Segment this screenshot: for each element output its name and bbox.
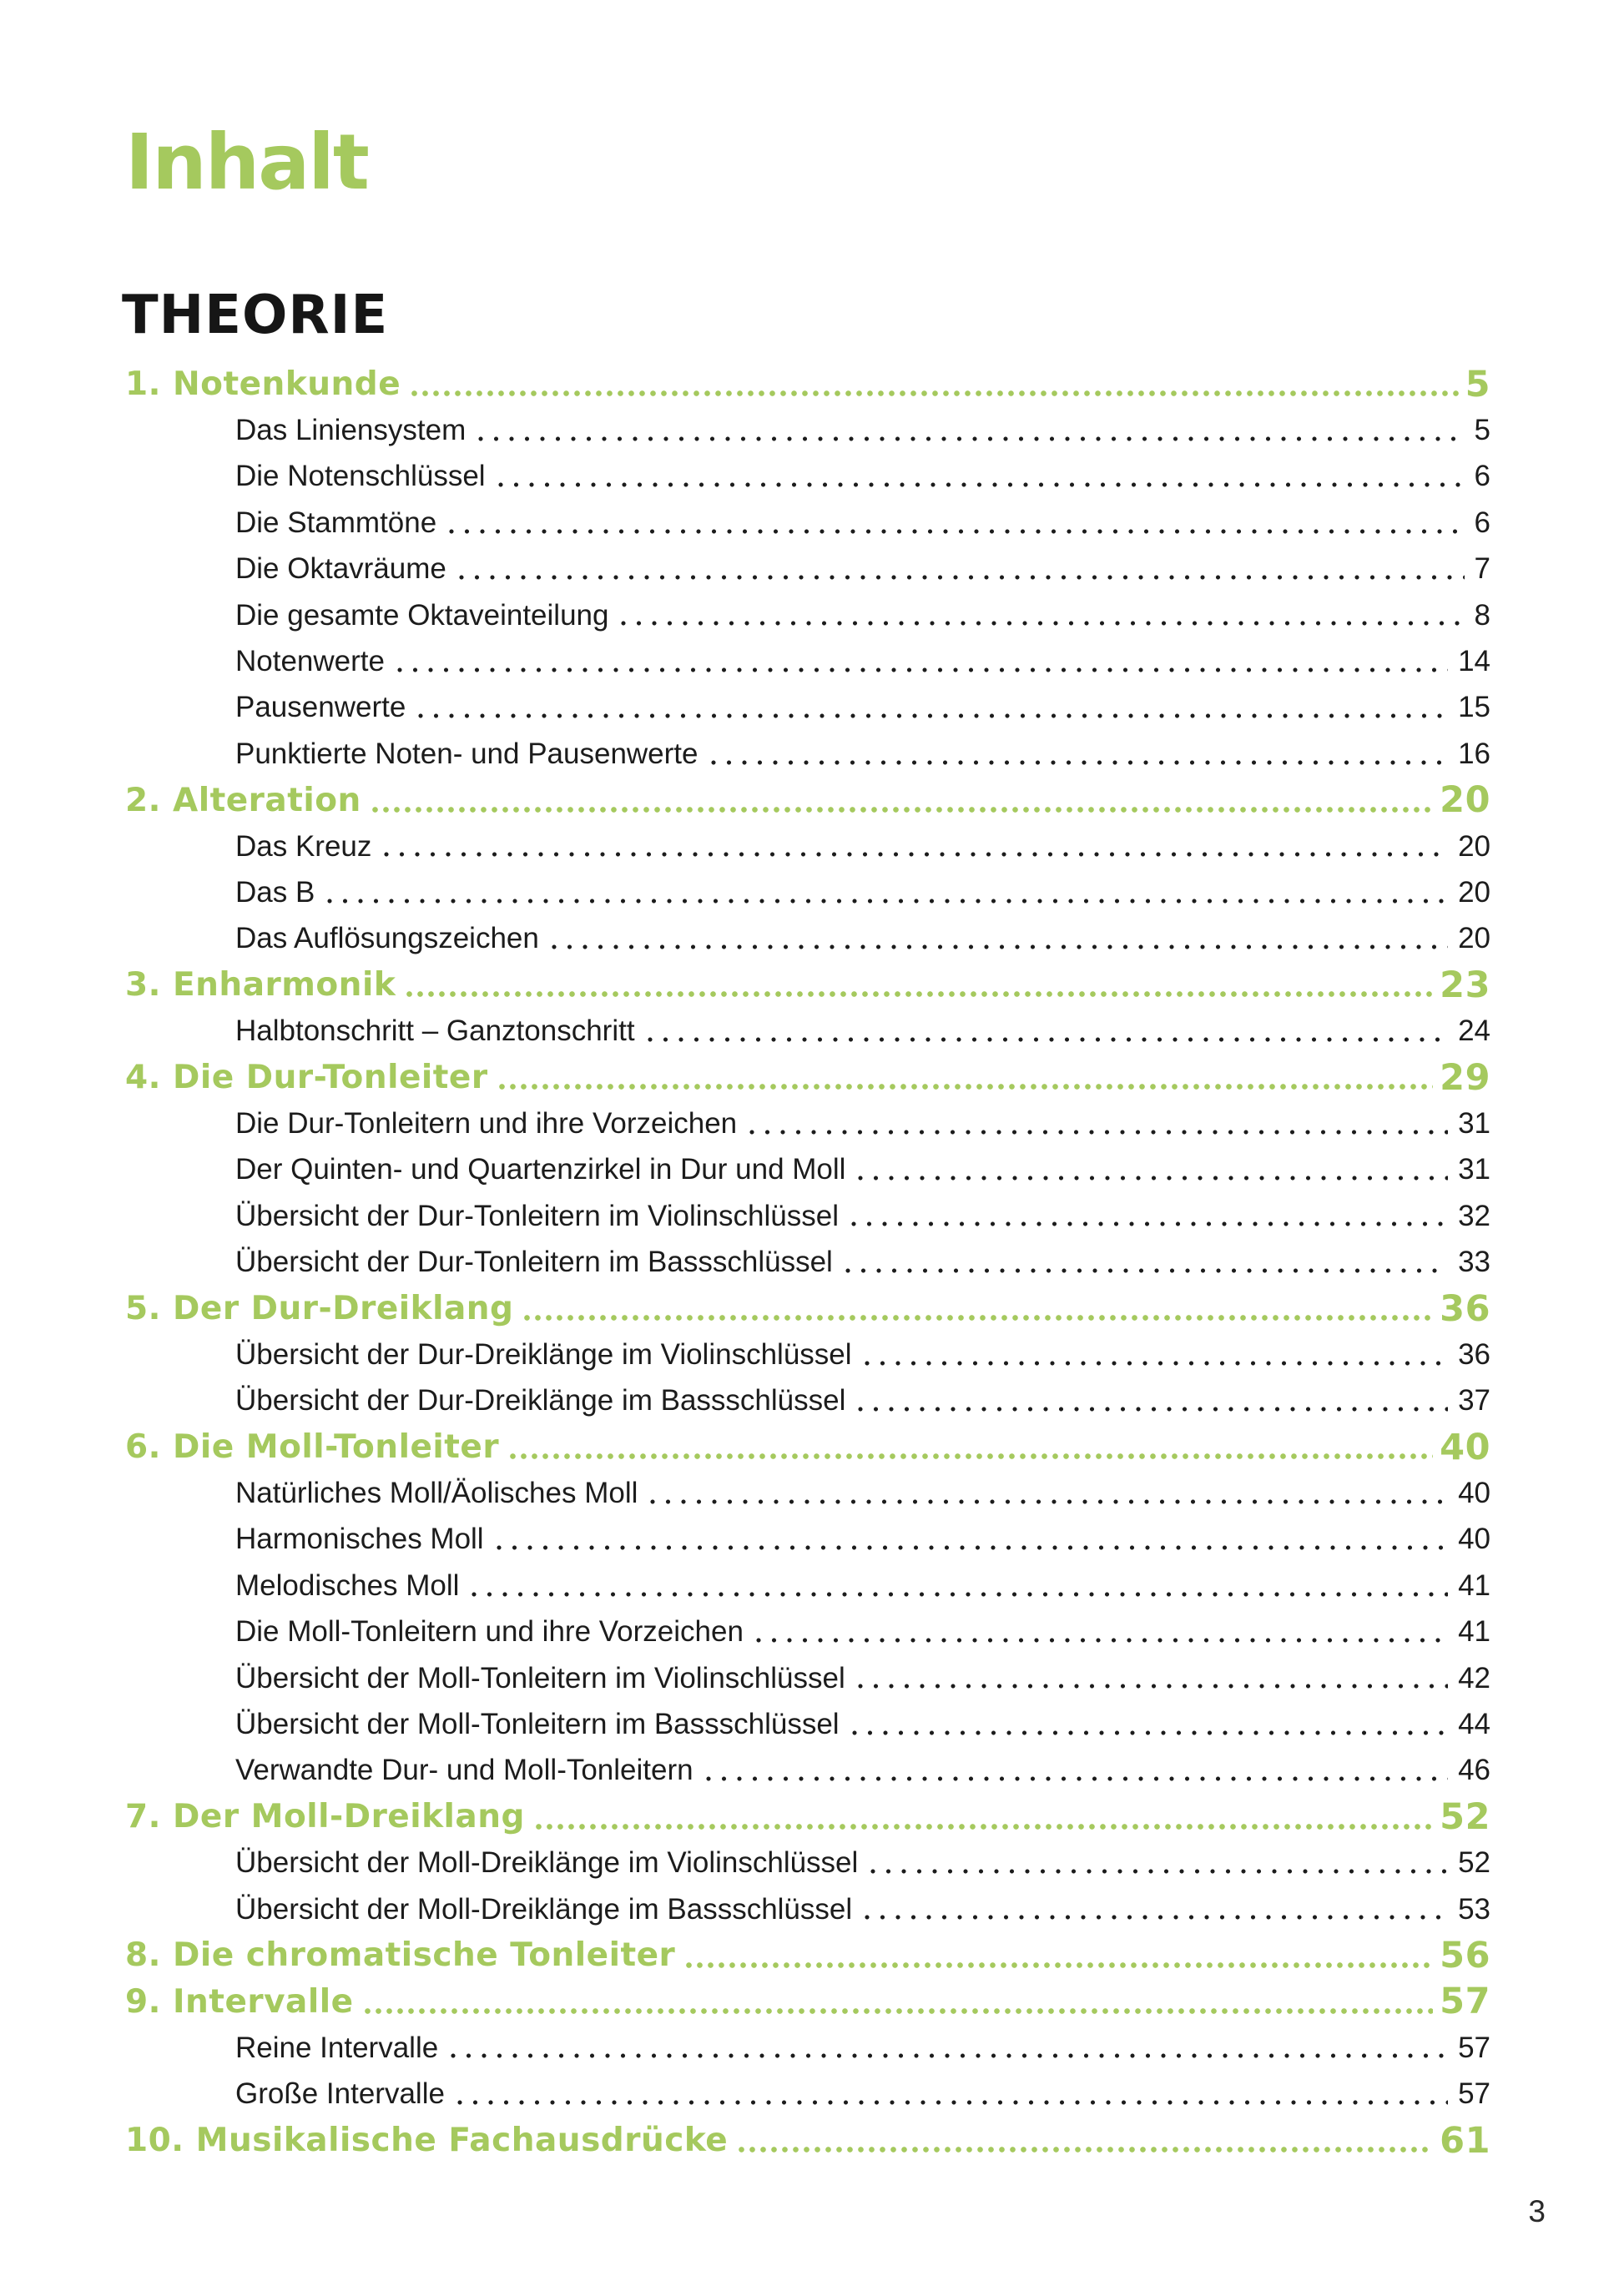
toc-entry-label: Übersicht der Moll-Dreiklänge im Violinschlüssel xyxy=(235,1846,859,1880)
toc-entry xyxy=(125,731,1490,777)
toc-entry xyxy=(125,1979,1490,2025)
toc-entry-page: 32 xyxy=(1458,1199,1490,1232)
dotted-leader xyxy=(417,712,1448,719)
toc-entry-label: Harmonisches Moll xyxy=(235,1523,484,1556)
dotted-leader xyxy=(647,1036,1449,1043)
toc-entry xyxy=(125,1563,1490,1609)
toc-entry xyxy=(125,2071,1490,2117)
toc-entry-page: 46 xyxy=(1458,1754,1490,1787)
toc-entry-label: Übersicht der Dur-Dreiklänge im Violinschlüssel xyxy=(235,1337,852,1371)
toc-entry xyxy=(125,638,1490,684)
toc-entry-label: Übersicht der Moll-Tonleitern im Bassschlüssel xyxy=(235,1708,840,1741)
dotted-leader xyxy=(496,1544,1448,1551)
dotted-leader xyxy=(620,620,1464,627)
toc-entry xyxy=(125,1517,1490,1563)
toc-entry xyxy=(125,1147,1490,1193)
toc-entry-label: 9. Intervalle xyxy=(125,1982,354,2021)
toc-entry-page: 24 xyxy=(1458,1015,1490,1048)
toc-entry-page: 61 xyxy=(1440,2119,1490,2162)
section-heading: THEORIE xyxy=(122,284,389,346)
dotted-leader xyxy=(551,944,1448,950)
toc-entry-label: Die Dur-Tonleitern und ihre Vorzeichen xyxy=(235,1106,738,1140)
footer-page-number: 3 xyxy=(1528,2194,1546,2228)
toc-entry-page: 7 xyxy=(1474,552,1490,586)
toc-entry xyxy=(125,1100,1490,1146)
toc-entry xyxy=(125,407,1490,453)
toc-entry xyxy=(125,1701,1490,1747)
toc-entry xyxy=(125,685,1490,731)
toc-entry-page: 31 xyxy=(1458,1153,1490,1186)
toc-entry-label: Das Kreuz xyxy=(235,829,372,863)
toc-entry-label: Die Stammtöne xyxy=(235,506,437,539)
toc-entry xyxy=(125,1886,1490,1932)
toc-entry xyxy=(125,2117,1490,2163)
toc-entry-page: 40 xyxy=(1440,1426,1490,1468)
toc-entry-label: Übersicht der Dur-Tonleitern im Violinschlüssel xyxy=(235,1199,839,1232)
dotted-leader xyxy=(497,481,1465,488)
dotted-leader xyxy=(845,1267,1448,1274)
toc-entry-page: 57 xyxy=(1440,1981,1490,2023)
toc-entry-label: Reine Intervalle xyxy=(235,2031,439,2064)
toc-entry-label: Übersicht der Moll-Dreiklänge im Bassschlüssel xyxy=(235,1892,853,1926)
dotted-leader xyxy=(755,1637,1448,1644)
page-title: Inhalt xyxy=(125,118,368,207)
toc-entry-label: 2. Alteration xyxy=(125,781,361,819)
toc-entry xyxy=(125,1470,1490,1516)
dotted-leader xyxy=(450,2052,1448,2059)
toc-entry xyxy=(125,1655,1490,1701)
toc-entry xyxy=(125,1932,1490,1978)
dotted-leader xyxy=(857,1175,1448,1181)
toc-entry-page: 6 xyxy=(1474,506,1490,539)
dotted-leader xyxy=(448,528,1464,535)
toc-entry xyxy=(125,546,1490,592)
dotted-leader xyxy=(326,898,1448,904)
toc-entry-label: Pausenwerte xyxy=(235,691,406,724)
toc-entry xyxy=(125,1286,1490,1332)
toc-entry-label: 8. Die chromatische Tonleiter xyxy=(125,1936,676,1975)
toc-entry-page: 31 xyxy=(1458,1106,1490,1140)
dotted-leader xyxy=(364,2007,1434,2015)
toc-entry-label: Notenwerte xyxy=(235,645,385,678)
toc-entry xyxy=(125,2025,1490,2071)
toc-entry-label: Melodisches Moll xyxy=(235,1568,460,1602)
toc-entry-page: 16 xyxy=(1458,737,1490,770)
dotted-leader xyxy=(471,1591,1448,1598)
toc-entry-page: 40 xyxy=(1458,1523,1490,1556)
toc-entry-label: 4. Die Dur-Tonleiter xyxy=(125,1059,488,1097)
toc-entry xyxy=(125,1008,1490,1054)
toc-entry xyxy=(125,1424,1490,1470)
dotted-leader xyxy=(705,1775,1448,1782)
toc-entry-label: Das Auflösungszeichen xyxy=(235,922,539,955)
toc-entry-page: 56 xyxy=(1440,1934,1490,1976)
toc-entry xyxy=(125,1378,1490,1424)
toc-entry xyxy=(125,1055,1490,1100)
toc-entry-page: 41 xyxy=(1458,1568,1490,1602)
toc-entry-page: 5 xyxy=(1465,363,1490,405)
dotted-leader xyxy=(738,2146,1433,2153)
toc-entry xyxy=(125,1193,1490,1239)
toc-entry xyxy=(125,869,1490,915)
toc-entry-label: Das B xyxy=(235,875,315,909)
toc-entry-label: 1. Notenkunde xyxy=(125,365,401,404)
dotted-leader xyxy=(411,390,1458,397)
toc-entry-label: Das Liniensystem xyxy=(235,414,467,447)
table-of-contents xyxy=(125,361,1490,2163)
dotted-leader xyxy=(383,851,1448,858)
toc-entry xyxy=(125,916,1490,962)
toc-entry-label: Punktierte Noten- und Pausenwerte xyxy=(235,737,699,770)
toc-entry-page: 20 xyxy=(1458,829,1490,863)
dotted-leader xyxy=(535,1823,1433,1830)
dotted-leader xyxy=(396,667,1448,673)
toc-entry-page: 57 xyxy=(1458,2031,1490,2064)
toc-entry-page: 23 xyxy=(1440,964,1490,1006)
dotted-leader xyxy=(850,1221,1448,1227)
dotted-leader xyxy=(710,759,1449,766)
toc-entry-page: 5 xyxy=(1474,414,1490,447)
toc-entry-page: 41 xyxy=(1458,1615,1490,1649)
toc-entry-label: Natürliches Moll/Äolisches Moll xyxy=(235,1477,638,1510)
toc-entry xyxy=(125,1332,1490,1377)
toc-entry xyxy=(125,823,1490,869)
toc-entry-page: 20 xyxy=(1440,779,1490,822)
toc-entry-label: 10. Musikalische Fachausdrücke xyxy=(125,2122,729,2160)
dotted-leader xyxy=(857,1406,1448,1412)
toc-entry xyxy=(125,361,1490,407)
dotted-leader xyxy=(406,990,1433,998)
dotted-leader xyxy=(509,1453,1433,1460)
toc-entry-label: 5. Der Dur-Dreiklang xyxy=(125,1290,514,1327)
toc-entry-page: 20 xyxy=(1458,922,1490,955)
toc-entry-page: 36 xyxy=(1458,1337,1490,1371)
toc-entry-page: 40 xyxy=(1458,1477,1490,1510)
toc-entry-page: 29 xyxy=(1440,1056,1490,1099)
dotted-leader xyxy=(870,1868,1448,1875)
toc-entry-label: 7. Der Moll-Dreiklang xyxy=(125,1798,525,1836)
toc-entry-page: 14 xyxy=(1458,645,1490,678)
toc-entry xyxy=(125,1239,1490,1285)
toc-entry xyxy=(125,500,1490,546)
toc-entry-label: Die Moll-Tonleitern und ihre Vorzeichen xyxy=(235,1615,744,1649)
toc-entry-label: Verwandte Dur- und Moll-Tonleitern xyxy=(235,1754,693,1787)
toc-entry-page: 8 xyxy=(1474,598,1490,632)
dotted-leader xyxy=(498,1083,1434,1090)
toc-entry-label: Übersicht der Dur-Dreiklänge im Bassschlüssel xyxy=(235,1384,846,1417)
toc-entry xyxy=(125,1794,1490,1840)
toc-entry-page: 37 xyxy=(1458,1384,1490,1417)
toc-entry-page: 20 xyxy=(1458,875,1490,909)
toc-entry xyxy=(125,962,1490,1008)
toc-entry-label: Der Quinten- und Quartenzirkel in Dur und Moll xyxy=(235,1153,846,1186)
toc-entry-page: 52 xyxy=(1458,1846,1490,1880)
toc-entry xyxy=(125,1609,1490,1655)
dotted-leader xyxy=(857,1683,1448,1689)
toc-entry-label: Übersicht der Dur-Tonleitern im Bassschlüssel xyxy=(235,1246,833,1279)
toc-entry-label: Übersicht der Moll-Tonleitern im Violinschlüssel xyxy=(235,1661,845,1694)
toc-entry xyxy=(125,1748,1490,1794)
dotted-leader xyxy=(523,1314,1433,1322)
toc-entry-label: Die gesamte Oktaveinteilung xyxy=(235,598,609,632)
dotted-leader xyxy=(649,1498,1448,1505)
toc-entry-page: 6 xyxy=(1474,460,1490,493)
toc-entry-label: 3. Enharmonik xyxy=(125,966,396,1004)
toc-entry-page: 53 xyxy=(1458,1892,1490,1926)
toc-entry-page: 42 xyxy=(1458,1661,1490,1694)
toc-entry-page: 36 xyxy=(1440,1287,1490,1330)
dotted-leader xyxy=(851,1730,1448,1736)
toc-entry-page: 33 xyxy=(1458,1246,1490,1279)
toc-entry xyxy=(125,454,1490,500)
toc-entry-page: 52 xyxy=(1440,1795,1490,1838)
toc-entry-page: 44 xyxy=(1458,1708,1490,1741)
dotted-leader xyxy=(477,436,1464,442)
dotted-leader xyxy=(685,1961,1433,1969)
toc-entry-label: Große Intervalle xyxy=(235,2077,445,2111)
dotted-leader xyxy=(864,1914,1448,1921)
dotted-leader xyxy=(458,574,1465,581)
toc-entry-label: Die Notenschlüssel xyxy=(235,460,486,493)
toc-entry-label: Die Oktavräume xyxy=(235,552,446,586)
toc-entry-page: 57 xyxy=(1458,2077,1490,2111)
toc-entry-page: 15 xyxy=(1458,691,1490,724)
toc-entry-label: 6. Die Moll-Tonleiter xyxy=(125,1428,500,1467)
toc-entry xyxy=(125,1840,1490,1886)
toc-entry xyxy=(125,592,1490,638)
toc-entry-label: Halbtonschritt – Ganztonschritt xyxy=(235,1015,635,1048)
toc-entry xyxy=(125,778,1490,823)
dotted-leader xyxy=(456,2099,1448,2106)
dotted-leader xyxy=(371,806,1433,813)
dotted-leader xyxy=(864,1360,1449,1367)
dotted-leader xyxy=(749,1129,1448,1135)
